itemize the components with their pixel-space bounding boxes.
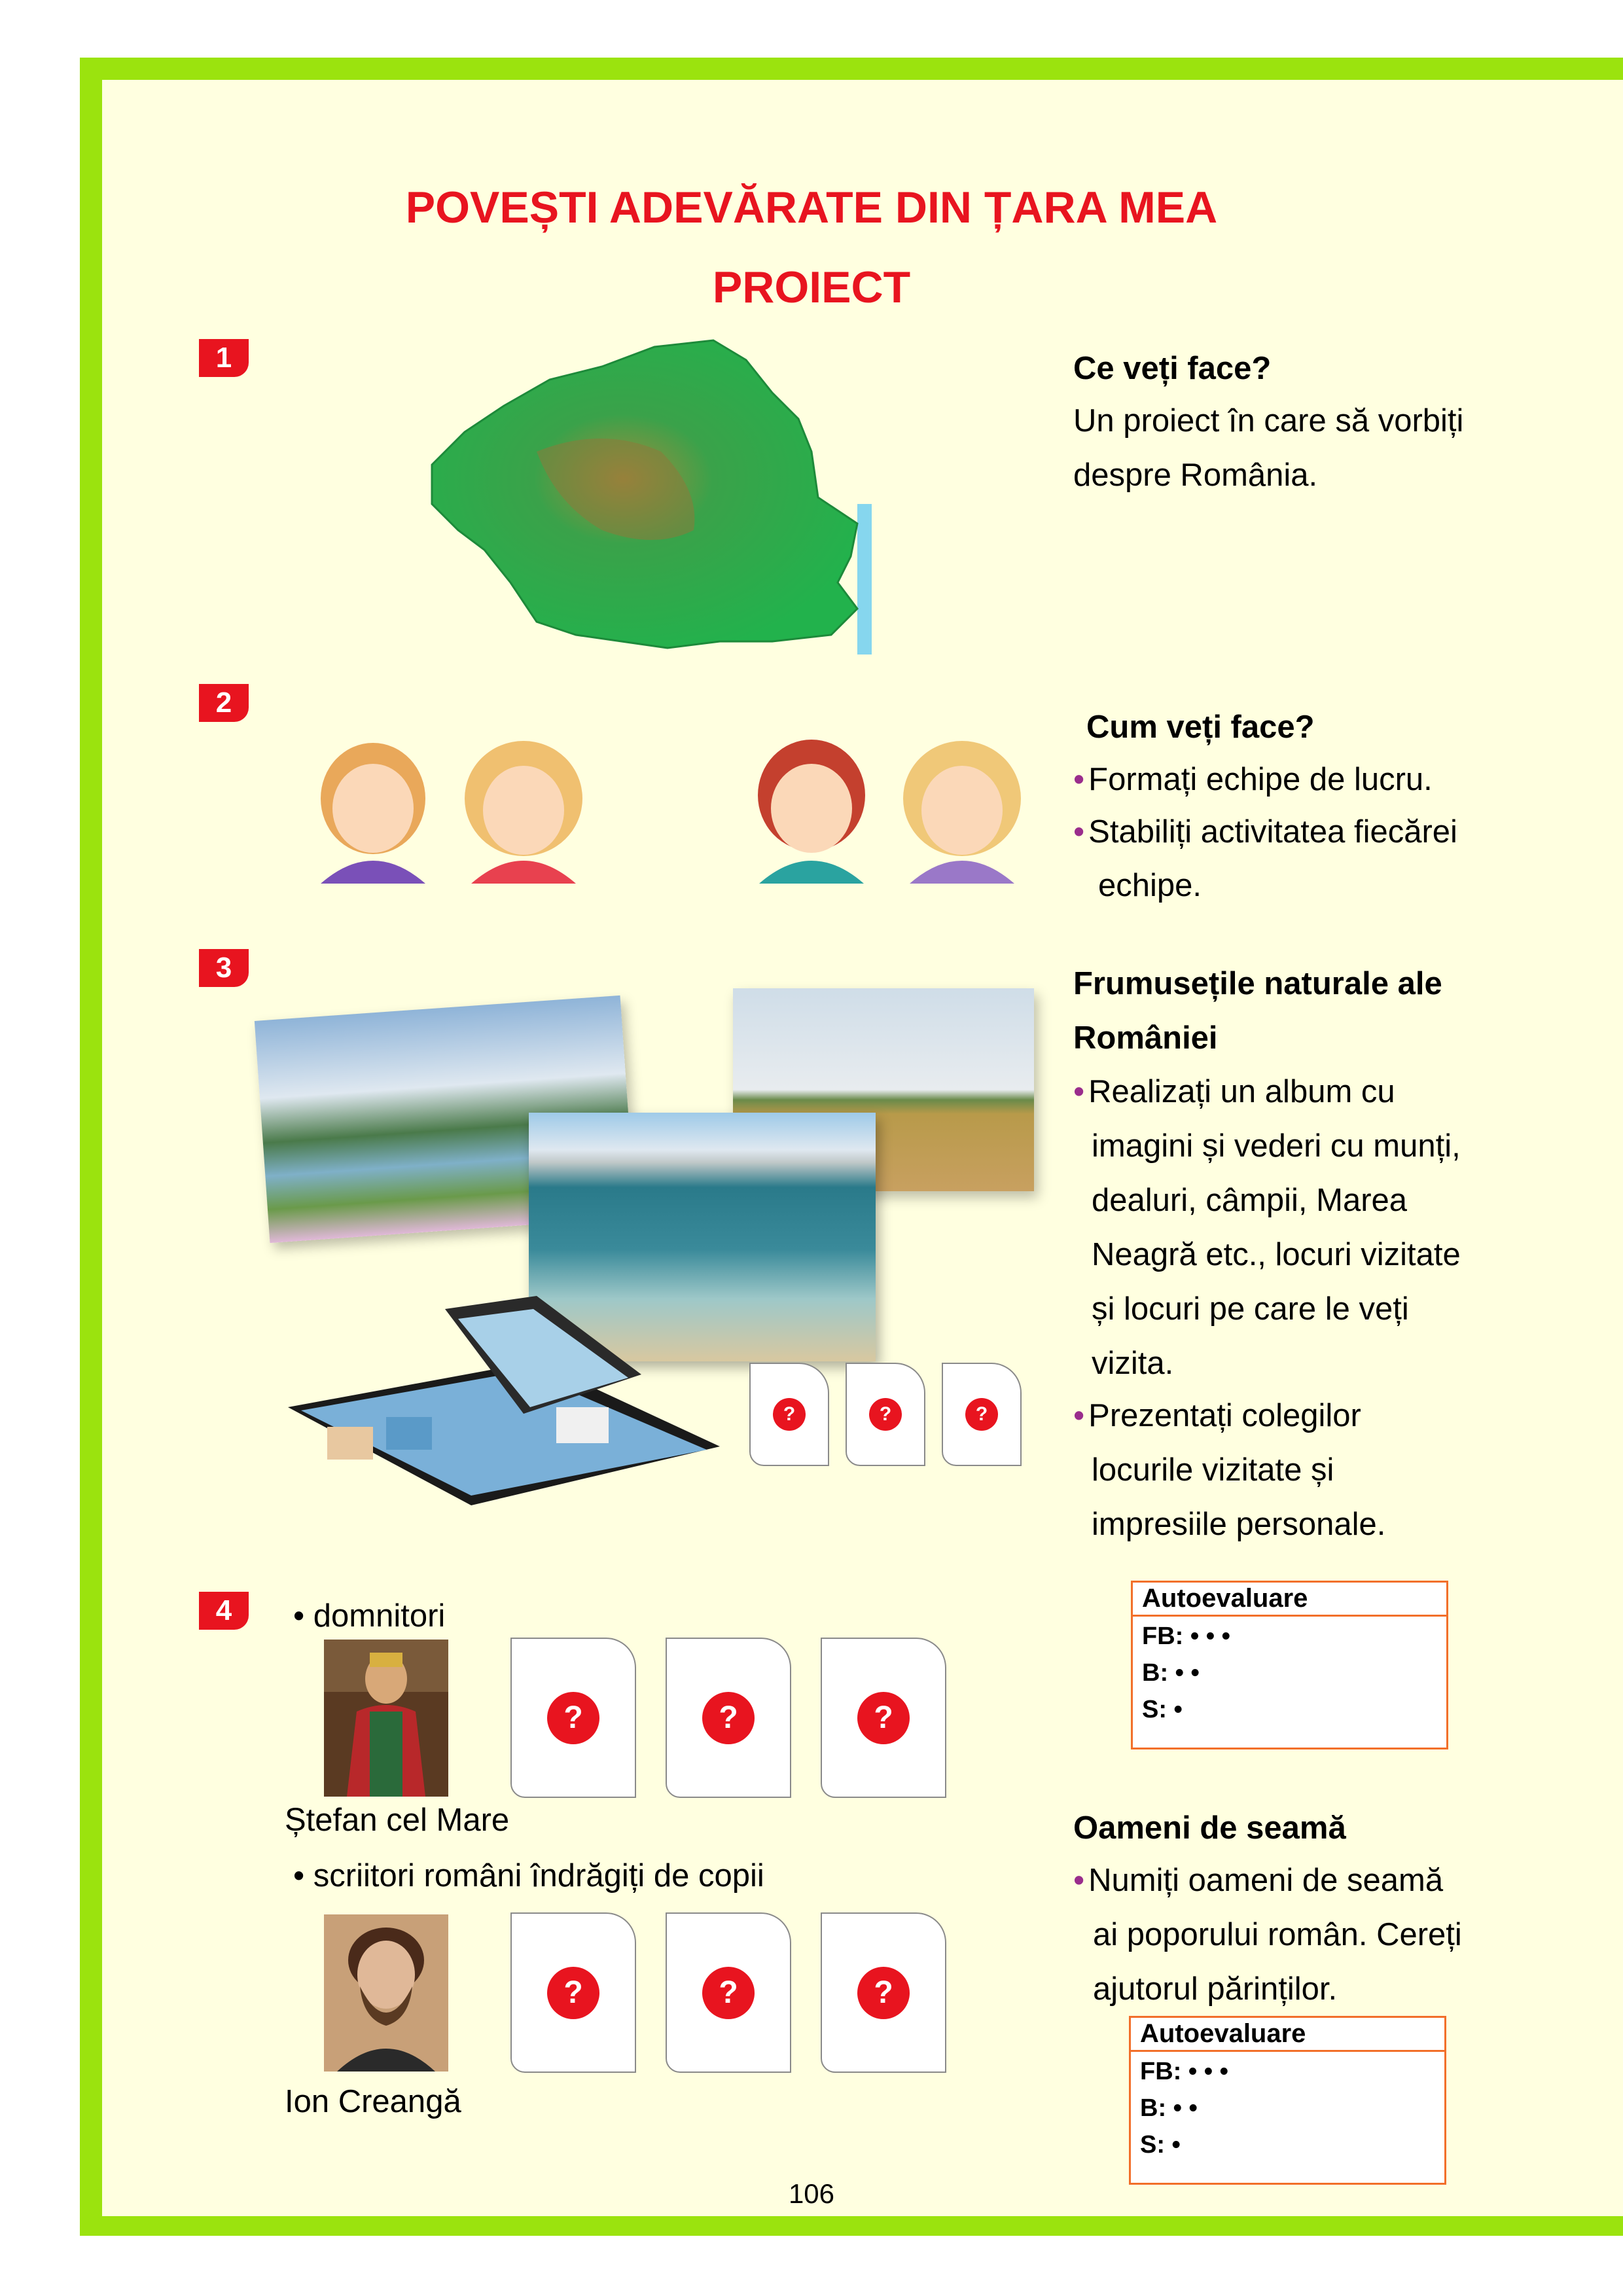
evaluation-row-b: B: • •	[1140, 2094, 1198, 2122]
section-number-3: 3	[199, 949, 249, 987]
photo-album-image	[275, 1283, 733, 1518]
bullet-marker: •	[1073, 1074, 1085, 1109]
question-mark-icon: ?	[869, 1398, 902, 1431]
section2-bullet-2-text: Stabiliți activitatea fiecărei	[1088, 814, 1457, 850]
section3-bullet-1	[1073, 1065, 1395, 1119]
placeholder-card	[821, 1912, 946, 2073]
bullet-marker: •	[1073, 1398, 1085, 1433]
section4-bullet-line-2: ai poporului român. Cereți	[1093, 1917, 1462, 1952]
page-subtitle: PROIECT	[712, 262, 911, 312]
section3-bullet-1-line-2: imagini și vederi cu munți,	[1092, 1128, 1461, 1164]
page-number: 106	[788, 2178, 835, 2209]
evaluation-row-fb: FB: • • •	[1140, 2058, 1228, 2085]
evaluation-title: Autoevaluare	[1131, 2018, 1444, 2052]
placeholder-card	[821, 1638, 946, 1798]
section3-bullet-2-text: Prezentați colegilor	[1088, 1398, 1361, 1433]
section1-line-1: Un proiect în care să vorbiți	[1073, 403, 1464, 439]
child-2	[465, 741, 582, 884]
evaluation-title: Autoevaluare	[1133, 1583, 1446, 1617]
question-mark-icon: ?	[857, 1967, 910, 2019]
example-stefan-cel-mare: Ștefan cel Mare	[285, 1803, 510, 1838]
romania-map-image	[406, 334, 877, 661]
question-mark-icon: ?	[702, 1692, 755, 1744]
section2-bullet-1-text: Formați echipe de lucru.	[1088, 762, 1433, 797]
evaluation-row-s: S: •	[1140, 2131, 1181, 2159]
question-mark-icon: ?	[547, 1967, 599, 2019]
evaluation-row-fb: FB: • • •	[1142, 1623, 1230, 1650]
section4-bullet-line-3: ajutorul părinților.	[1093, 1971, 1338, 2007]
example-ion-creanga: Ion Creangă	[285, 2084, 461, 2119]
question-mark-icon: ?	[857, 1692, 910, 1744]
category-rulers	[293, 1589, 445, 1643]
section2-bullet-1	[1073, 753, 1433, 807]
category-rulers-text: domnitori	[313, 1598, 446, 1634]
question-mark-icon: ?	[965, 1398, 998, 1431]
section-number-4: 4	[199, 1592, 249, 1630]
bullet-marker: •	[1073, 814, 1085, 850]
section4-bullet-text: Numiți oameni de seamă	[1088, 1863, 1444, 1898]
section3-bullet-2	[1073, 1389, 1361, 1443]
placeholder-card	[846, 1363, 925, 1466]
question-mark-icon: ?	[702, 1967, 755, 2019]
self-evaluation-box-1	[1131, 1581, 1448, 1749]
self-evaluation-box-2	[1129, 2016, 1446, 2185]
placeholder-card	[666, 1638, 791, 1798]
section4-heading: Oameni de seamă	[1073, 1810, 1346, 1846]
evaluation-row-b: B: • •	[1142, 1659, 1200, 1687]
section1-heading: Ce veți face?	[1073, 351, 1272, 386]
category-writers	[293, 1849, 764, 1903]
question-mark-icon: ?	[547, 1692, 599, 1744]
bullet-marker: •	[293, 1598, 305, 1634]
ion-creanga-portrait	[324, 1914, 448, 2072]
placeholder-card	[666, 1912, 791, 2073]
section3-bullet-1-line-3: dealuri, câmpii, Marea	[1092, 1183, 1408, 1218]
question-mark-icon: ?	[773, 1398, 806, 1431]
section3-bullet-1-line-6: vizita.	[1092, 1346, 1174, 1381]
bullet-marker: •	[1073, 762, 1085, 797]
placeholder-card	[510, 1912, 636, 2073]
bullet-marker: •	[1073, 1863, 1085, 1898]
section4-bullet	[1073, 1854, 1443, 1908]
child-3	[758, 740, 865, 884]
stefan-cel-mare-portrait	[324, 1640, 448, 1797]
child-1	[321, 743, 425, 884]
placeholder-card	[510, 1638, 636, 1798]
section2-heading: Cum veți face?	[1086, 709, 1315, 745]
child-4	[903, 741, 1021, 884]
section3-bullet-2-line-2: locurile vizitate și	[1092, 1452, 1334, 1488]
section3-bullet-1-line-4: Neagră etc., locuri vizitate	[1092, 1237, 1461, 1272]
section3-heading-line-1: Frumusețile naturale ale	[1073, 966, 1442, 1001]
page-title: POVEȘTI ADEVĂRATE DIN ȚARA MEA	[405, 183, 1218, 232]
section2-bullet-2	[1073, 805, 1457, 859]
section3-bullet-1-line-5: și locuri pe care le veți	[1092, 1291, 1409, 1327]
section3-bullet-1-text: Realizați un album cu	[1088, 1074, 1395, 1109]
section-number-1: 1	[199, 339, 249, 377]
section2-bullet-2-cont: echipe.	[1098, 868, 1202, 903]
section3-heading-line-2: României	[1073, 1020, 1218, 1056]
placeholder-card	[749, 1363, 829, 1466]
section-number-2: 2	[199, 684, 249, 722]
category-writers-text: scriitori români îndrăgiți de copii	[313, 1858, 764, 1893]
section1-line-2: despre România.	[1073, 457, 1318, 493]
placeholder-card	[942, 1363, 1022, 1466]
evaluation-row-s: S: •	[1142, 1696, 1183, 1723]
section3-bullet-2-line-3: impresiile personale.	[1092, 1507, 1386, 1542]
bullet-marker: •	[293, 1858, 305, 1893]
children-illustration	[308, 726, 1054, 884]
